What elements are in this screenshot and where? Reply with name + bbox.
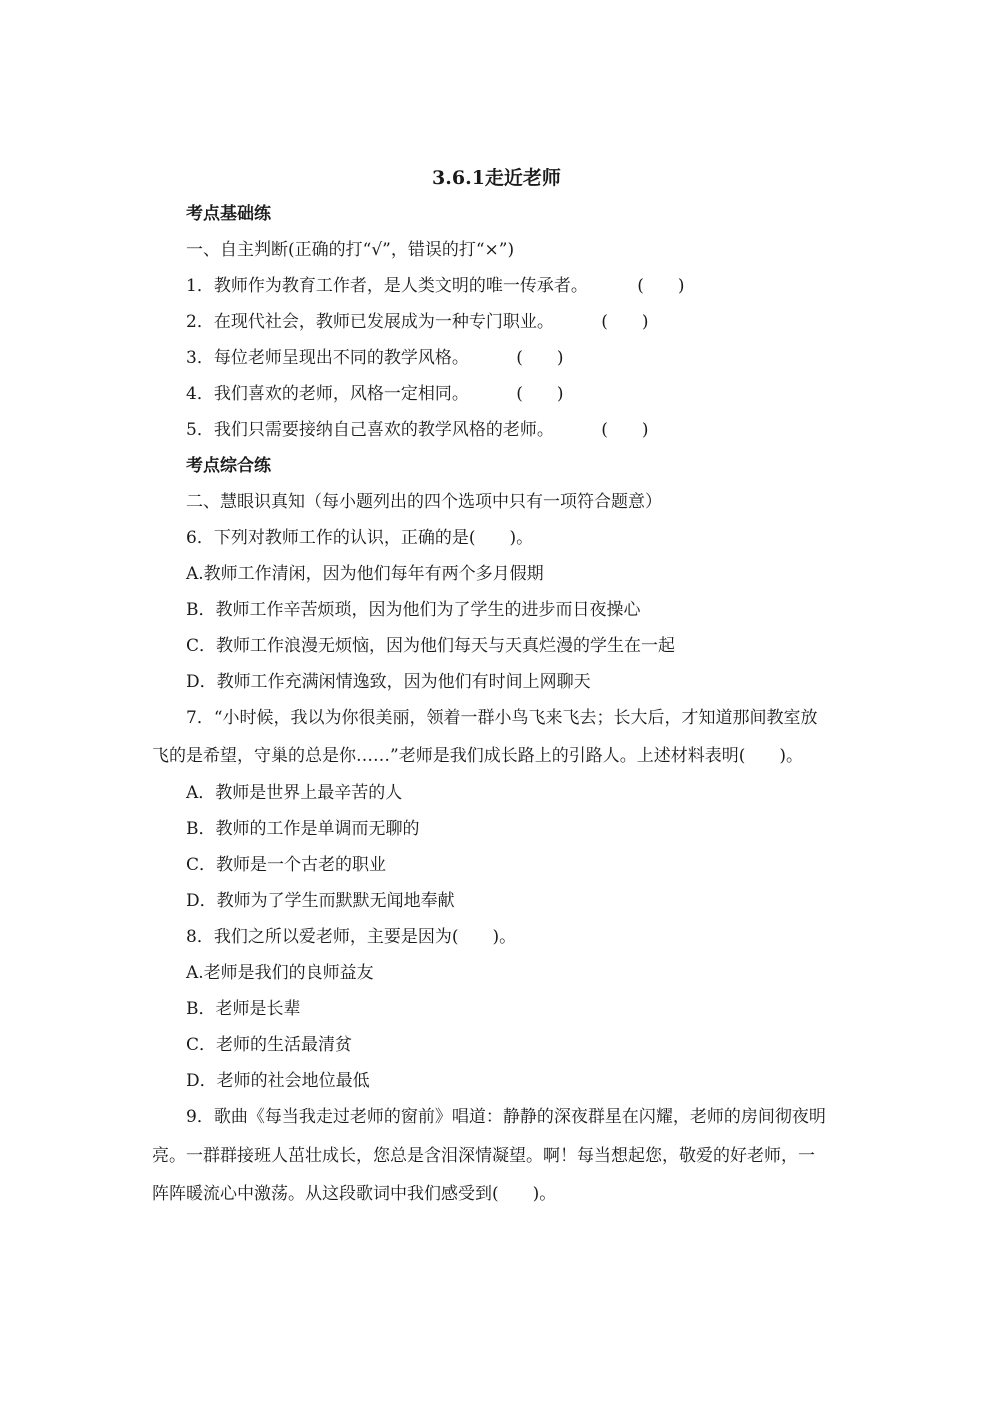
question-1 <box>186 273 685 299</box>
question-8-stem: 8．我们之所以爱老师，主要是因为( )。 <box>186 927 517 947</box>
question-2 <box>186 309 649 335</box>
question-text: 3．每位老师呈现出不同的教学风格。 <box>186 348 469 368</box>
question-4 <box>186 381 564 407</box>
question-6-option-d[interactable]: D．教师工作充满闲情逸致，因为他们有时间上网聊天 <box>186 672 591 692</box>
question-7-option-a[interactable]: A．教师是世界上最辛苦的人 <box>186 783 403 803</box>
question-6-option-c[interactable]: C．教师工作浪漫无烦恼，因为他们每天与天真烂漫的学生在一起 <box>186 636 676 656</box>
part-title-judgment: 一、自主判断(正确的打“√”，错误的打“×”) <box>186 240 515 260</box>
question-text: 2．在现代社会，教师已发展成为一种专门职业。 <box>186 312 554 332</box>
question-text: 1．教师作为教育工作者，是人类文明的唯一传承者。 <box>186 276 588 296</box>
question-9-stem-line3: 阵阵暖流心中激荡。从这段歌词中我们感受到( )。 <box>152 1184 557 1204</box>
answer-blank[interactable]: ( ) <box>601 312 649 332</box>
answer-blank[interactable]: ( ) <box>601 420 649 440</box>
question-text: 5．我们只需要接纳自己喜欢的教学风格的老师。 <box>186 420 554 440</box>
answer-blank[interactable]: ( ) <box>516 384 564 404</box>
question-7-option-b[interactable]: B．教师的工作是单调而无聊的 <box>186 819 420 839</box>
question-8-option-c[interactable]: C．老师的生活最清贫 <box>186 1035 353 1055</box>
part-title-choice: 二、慧眼识真知（每小题列出的四个选项中只有一项符合题意） <box>186 492 662 512</box>
question-6-option-a[interactable]: A.教师工作清闲，因为他们每年有两个多月假期 <box>186 564 544 584</box>
question-6-option-b[interactable]: B．教师工作辛苦烦琐，因为他们为了学生的进步而日夜操心 <box>186 600 641 620</box>
answer-blank[interactable]: ( ) <box>637 276 685 296</box>
question-9-stem-line1: 9．歌曲《每当我走过老师的窗前》唱道：静静的深夜群星在闪耀，老师的房间彻夜明 <box>186 1107 826 1127</box>
section-heading-comprehensive: 考点综合练 <box>186 456 271 476</box>
question-7-option-d[interactable]: D．教师为了学生而默默无闻地奉献 <box>186 891 455 911</box>
page-title: 3.6.1走近老师 <box>432 167 561 189</box>
question-5 <box>186 417 649 443</box>
question-7-option-c[interactable]: C．教师是一个古老的职业 <box>186 855 387 875</box>
question-7-stem-line1: 7．“小时候，我以为你很美丽，领着一群小鸟飞来飞去；长大后，才知道那间教室放 <box>186 708 818 728</box>
question-8-option-b[interactable]: B．老师是长辈 <box>186 999 301 1019</box>
question-text: 4．我们喜欢的老师，风格一定相同。 <box>186 384 469 404</box>
question-8-option-a[interactable]: A.老师是我们的良师益友 <box>186 963 374 983</box>
section-heading-basic: 考点基础练 <box>186 204 271 224</box>
question-7-stem-line2: 飞的是希望，守巢的总是你……”老师是我们成长路上的引路人。上述材料表明( )。 <box>152 746 803 766</box>
question-8-option-d[interactable]: D．老师的社会地位最低 <box>186 1071 370 1091</box>
question-3 <box>186 345 564 371</box>
question-9-stem-line2: 亮。一群群接班人茁壮成长，您总是含泪深情凝望。啊！每当想起您，敬爱的好老师，一 <box>152 1146 815 1166</box>
answer-blank[interactable]: ( ) <box>516 348 564 368</box>
question-6-stem: 6．下列对教师工作的认识，正确的是( )。 <box>186 528 534 548</box>
